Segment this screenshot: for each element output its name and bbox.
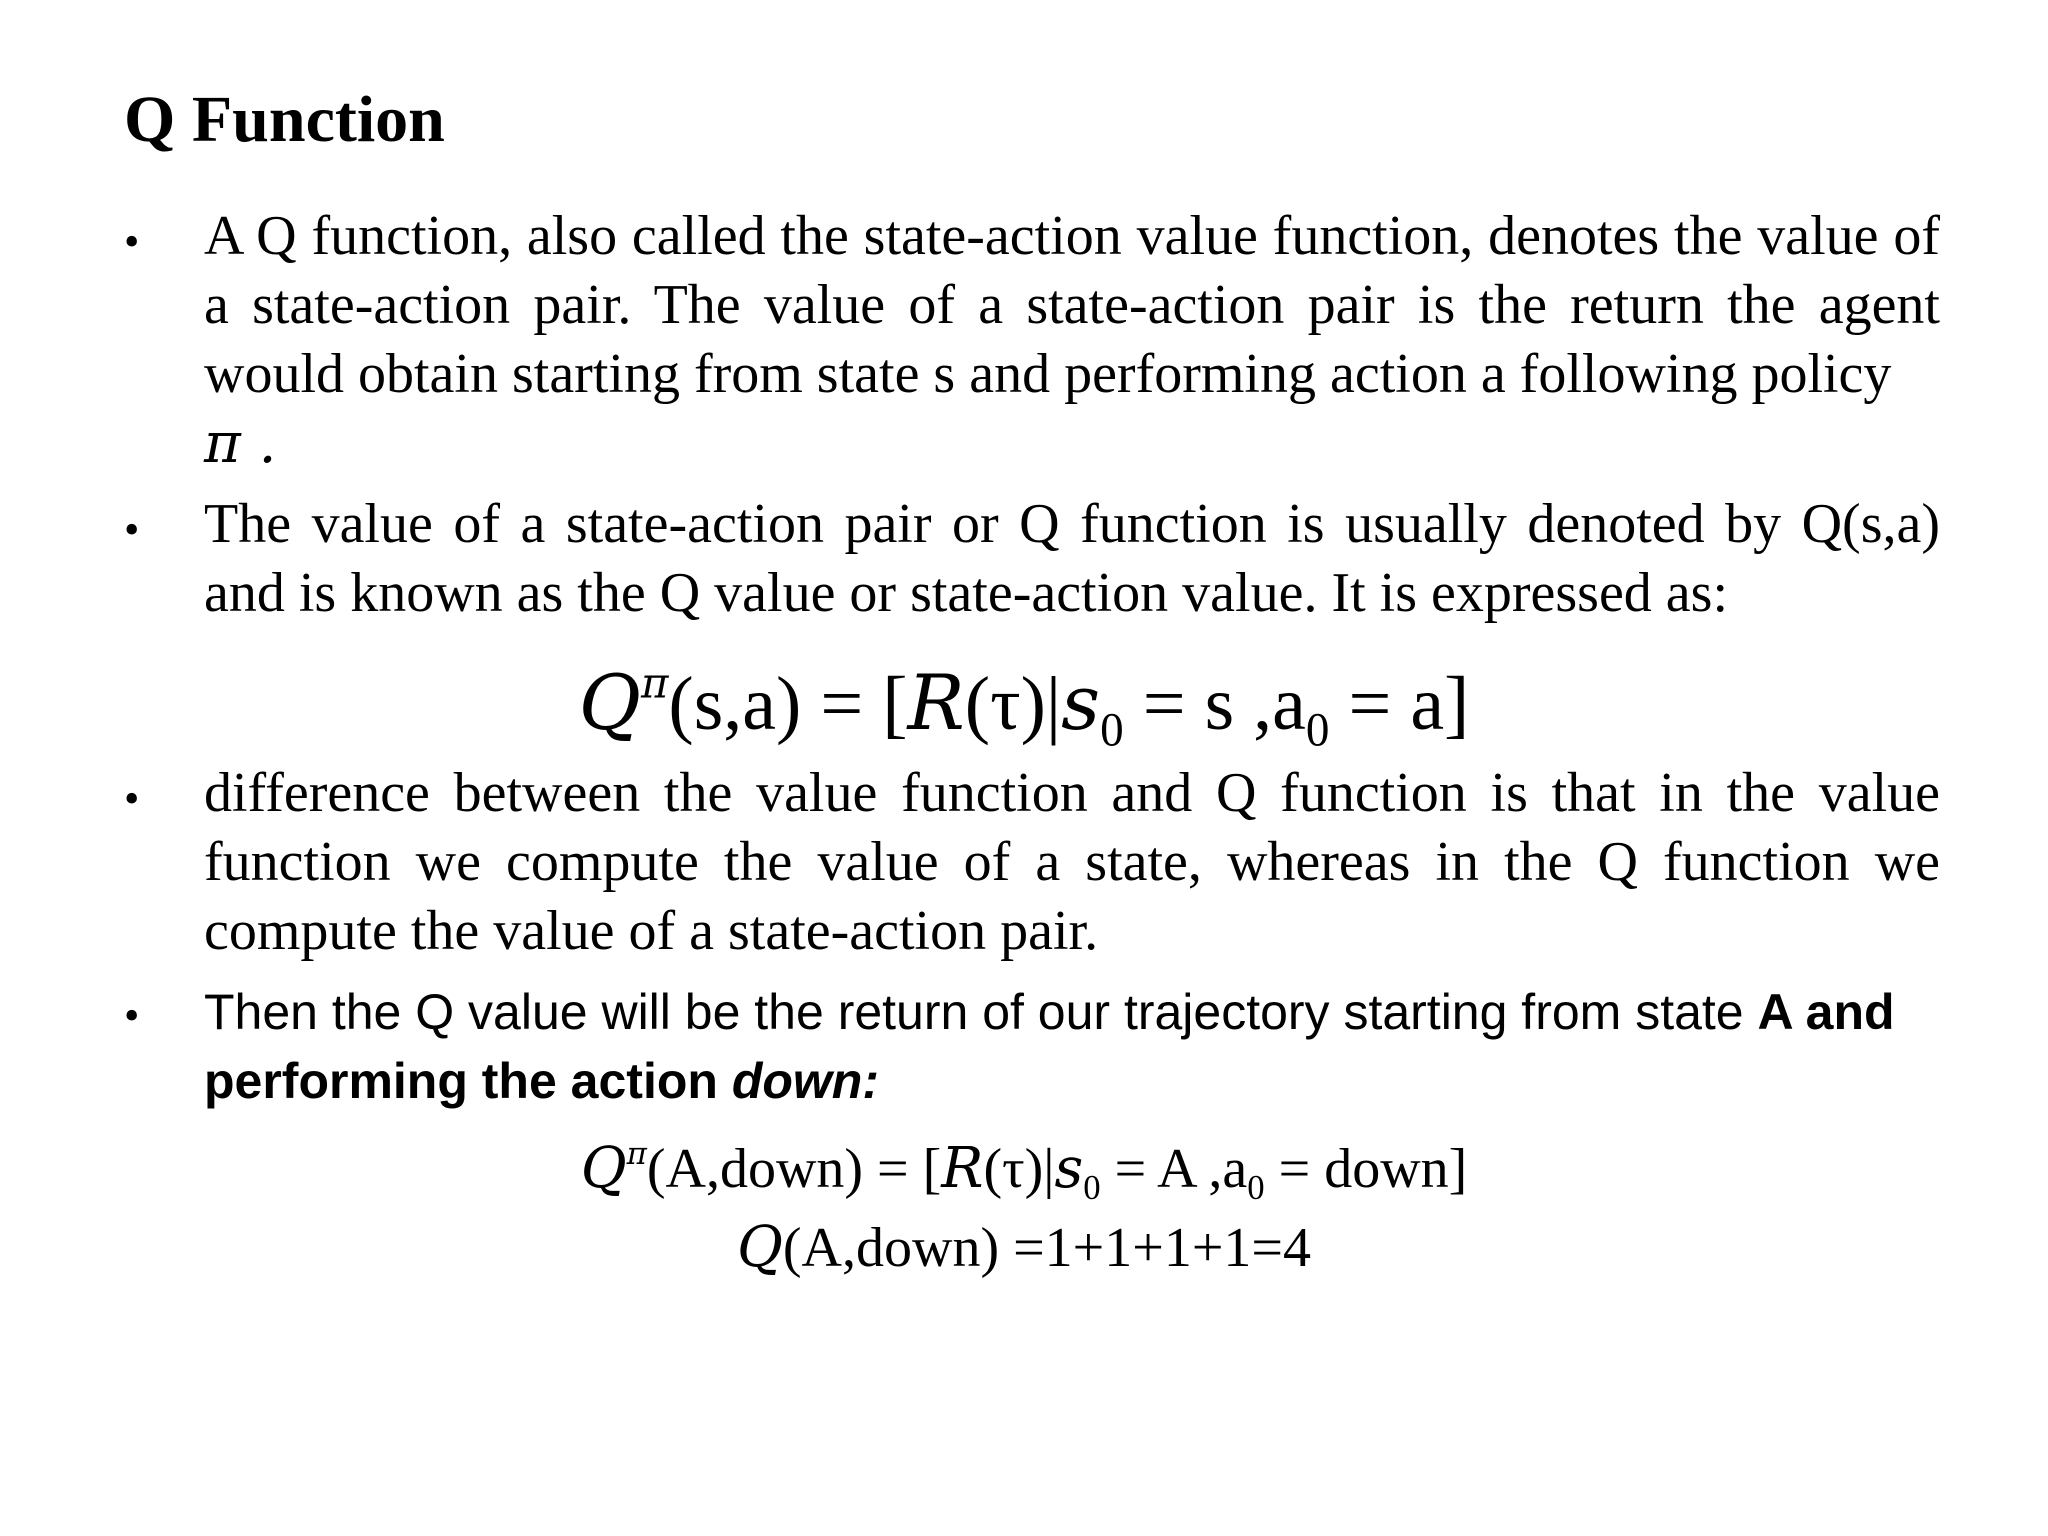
bullet-1-pi: π . — [204, 411, 277, 476]
formula-1-q: Q — [578, 658, 641, 747]
bullet-text-4 — [204, 978, 1940, 1116]
bullet-text-2: The value of a state-action pair or Q function is usually denoted by Q(s,a) and is known as the Q value or state-action value. It is expressed as: — [204, 493, 1940, 624]
formula-1-r: R — [907, 658, 965, 747]
formula-2-sub-a: 0 — [1247, 1168, 1265, 1208]
bullet-text-1 — [204, 202, 1940, 479]
formula-2-q: Q — [580, 1136, 627, 1201]
formula-3-q: Q — [736, 1215, 783, 1280]
bullet-dot: • — [124, 991, 140, 1040]
bullet-dot: • — [124, 505, 140, 554]
slide-title: Q Function — [124, 83, 445, 156]
bullet-text-3: difference between the value function and Q function is that in the value function we compute the value of a state, whereas in the Q function we compute the value of a state-action pair. — [204, 762, 1940, 962]
formula-q-pi-a-down — [0, 1133, 2048, 1208]
formula-1-tau: (τ)| — [964, 662, 1062, 746]
formula-2-pi: π — [626, 1135, 647, 1172]
formula-1-end: = a] — [1329, 662, 1470, 746]
formula-2-args: (A,down) = [ — [646, 1138, 942, 1200]
formula-1-eq: = s ,a — [1123, 662, 1306, 746]
formula-2-eq: = A ,a — [1100, 1138, 1248, 1200]
formula-3-rest: (A,down) =1+1+1+1=4 — [782, 1217, 1311, 1279]
formula-1-sub-s: 0 — [1100, 704, 1124, 757]
formula-2-tau: (τ)| — [983, 1138, 1055, 1200]
formula-1-s: s — [1061, 658, 1101, 747]
formula-2-r: R — [941, 1136, 984, 1201]
bullet-1-body: A Q function, also called the state-action value function, denotes the value of a state-action pair. The value of a state-action pair is the return the agent would obtain starting from state s and performing action a following policy — [204, 205, 1940, 405]
formula-q-pi-s-a — [0, 655, 2048, 757]
formula-2-s: s — [1054, 1136, 1084, 1201]
formula-1-sub-a: 0 — [1305, 704, 1330, 757]
bullet-dot: • — [124, 774, 140, 823]
bullet-4-bold: A and performing the action — [204, 984, 1895, 1109]
formula-2-end: = down] — [1264, 1138, 1468, 1200]
formula-2-sub-s: 0 — [1083, 1168, 1101, 1208]
bullet-dot: • — [124, 217, 140, 266]
bullet-4-plain: Then the Q value will be the return of our trajectory starting from state — [204, 984, 1744, 1040]
formula-1-args: (s,a) = [ — [668, 662, 908, 746]
bullet-4-bold-italic: down: — [731, 1053, 879, 1109]
formula-1-pi: π — [640, 658, 669, 708]
formula-q-a-down-result — [0, 1212, 2048, 1284]
